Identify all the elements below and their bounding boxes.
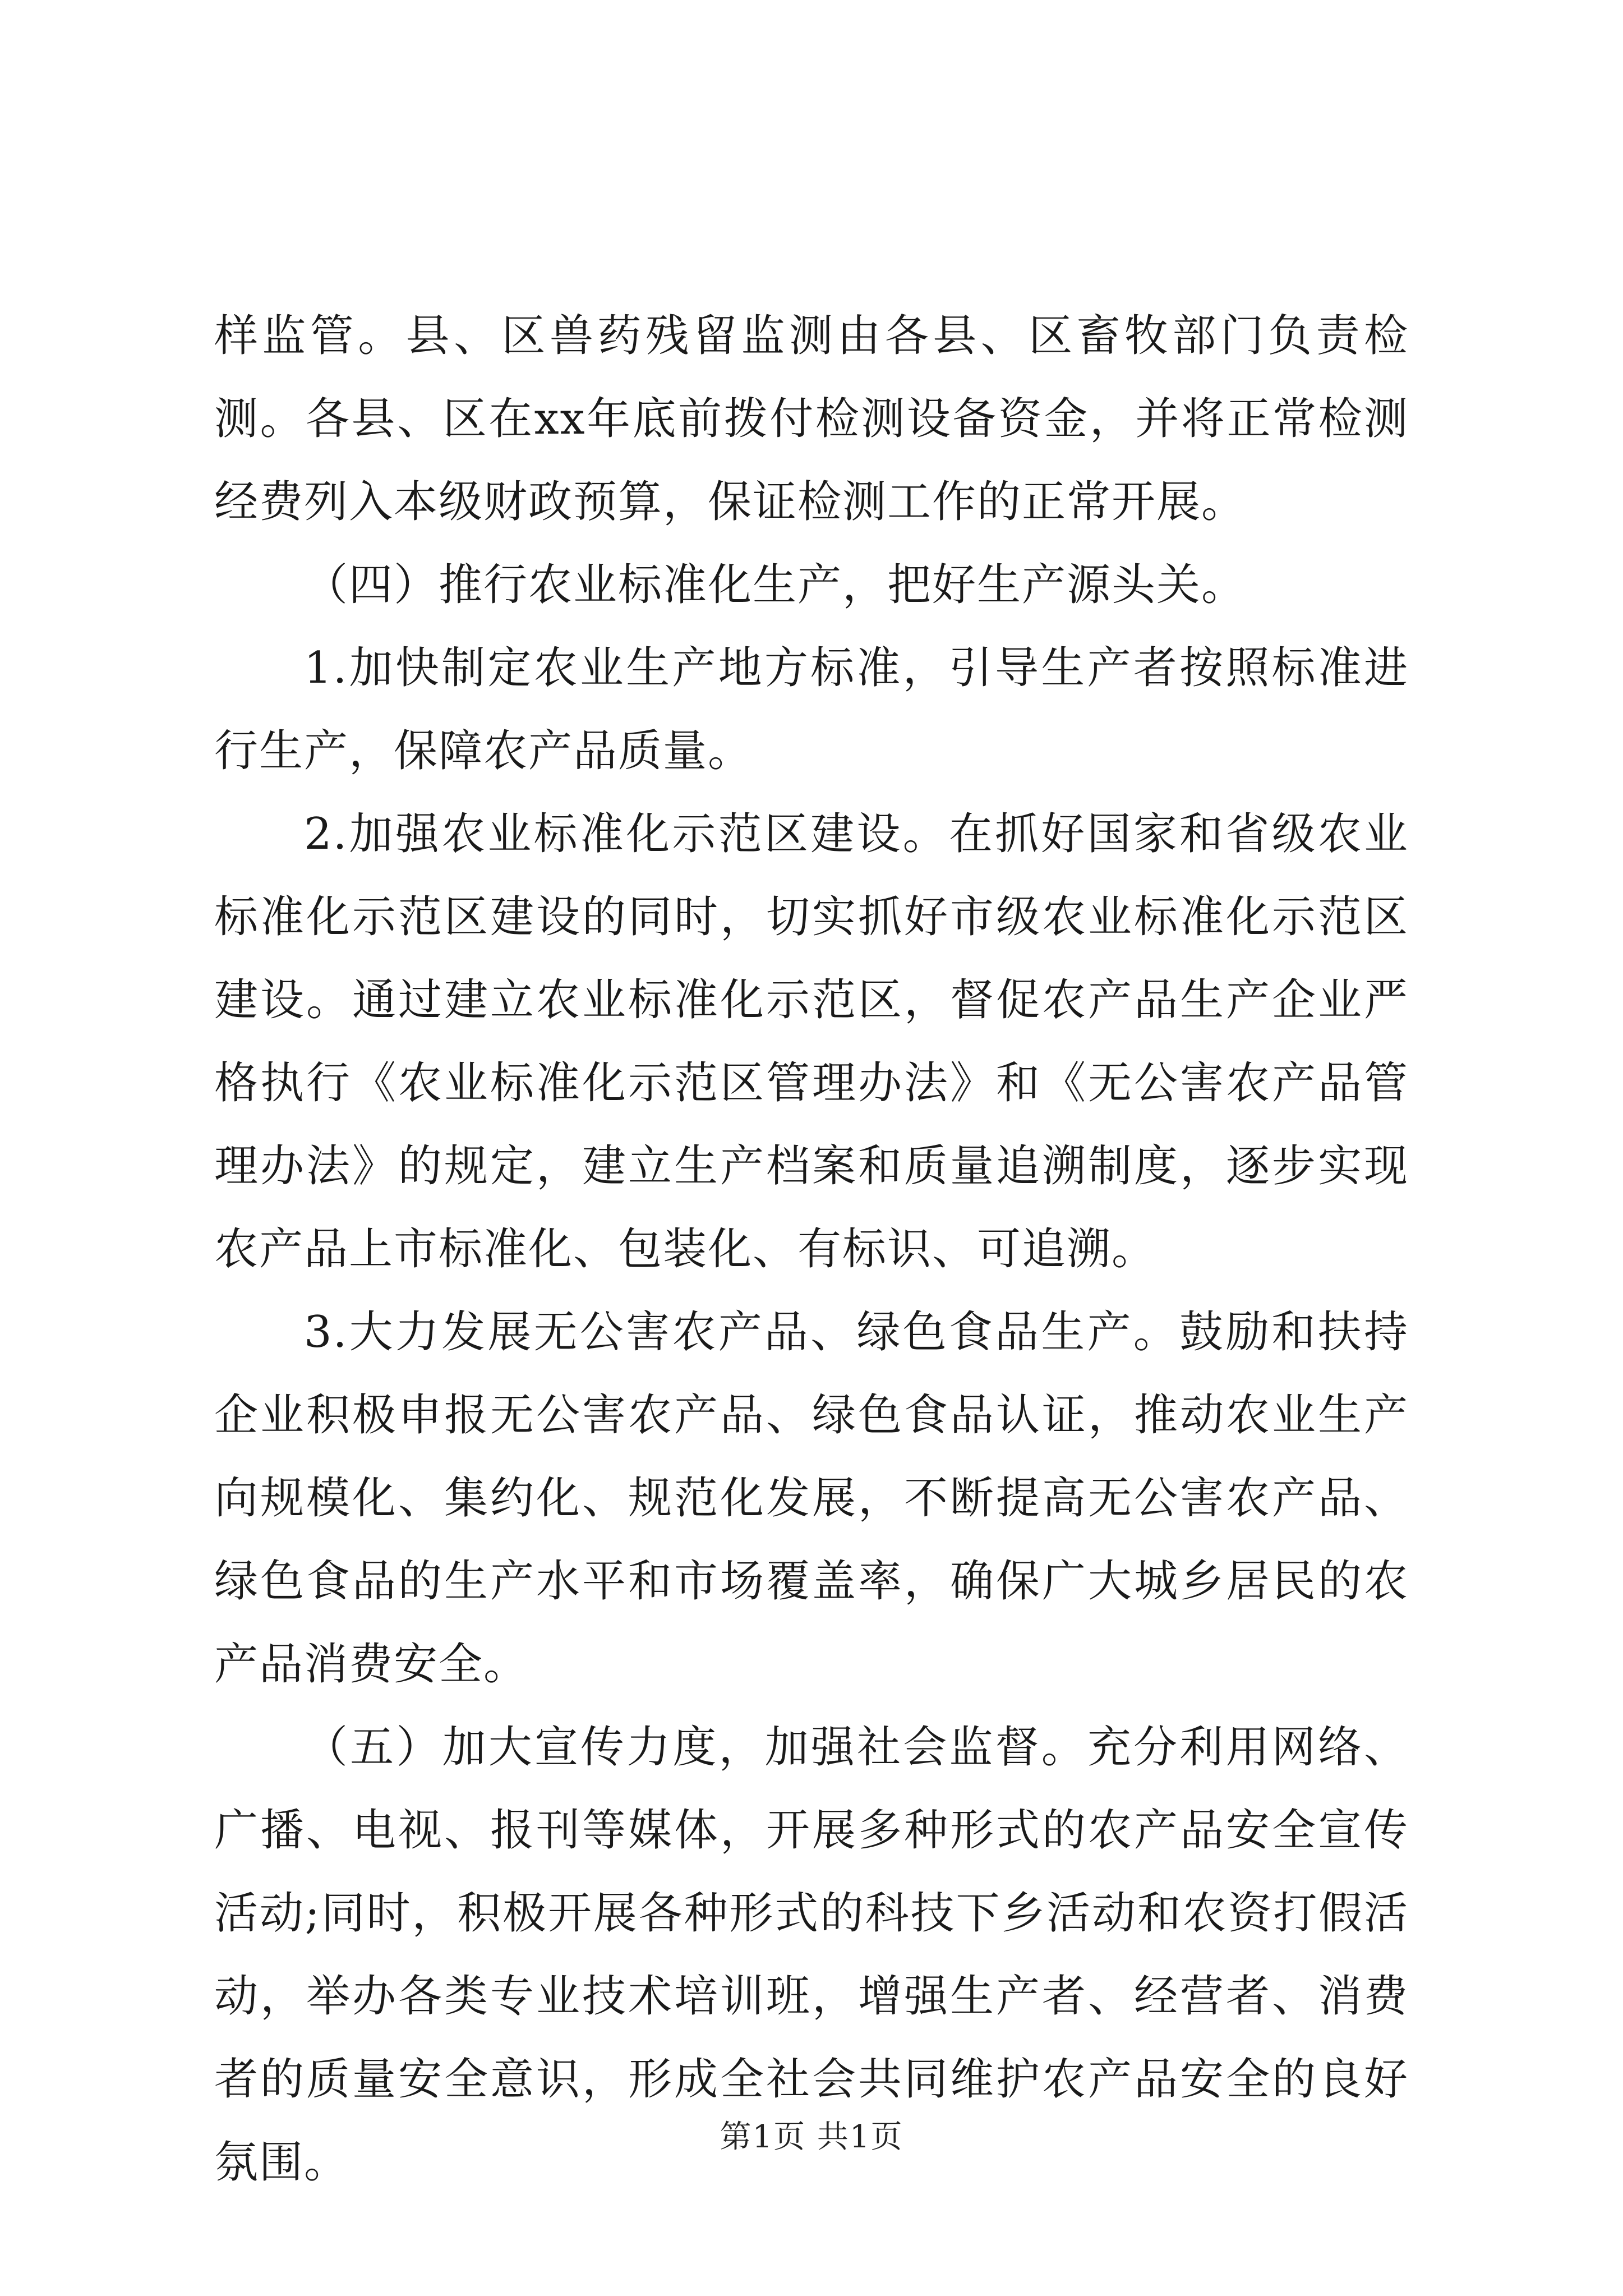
section-paragraph-5: （五）加大宣传力度，加强社会监督。充分利用网络、广播、电视、报刊等媒体，开展多种形式的农产品安全宣传活动;同时，积极开展各种形式的科技下乡活动和农资打假活动，举办各类专业技术培训班，增强生产者、经营者、消费者的质量安全意识，形成全社会共同维护农产品安全的良好氛围。 <box>214 1722 1409 2188</box>
section-heading-4: （四）推行农业标准化生产，把好生产源头关。 <box>304 560 1247 610</box>
document-body <box>214 295 1409 2204</box>
page-footer: 第1页 共1页 <box>720 2119 903 2155</box>
paragraph-item-2: 2.加强农业标准化示范区建设。在抓好国家和省级农业标准化示范区建设的同时，切实抓好市级农业标准化示范区建设。通过建立农业标准化示范区，督促农产品生产企业严格执行《农业标准化示范区管理办法》和《无公害农产品管理办法》的规定，建立生产档案和质量追溯制度，逐步实现农产品上市标准化、包装化、有标识、可追溯。 <box>214 809 1409 1274</box>
paragraph-continuation: 样监管。县、区兽药残留监测由各县、区畜牧部门负责检测。各县、区在xx年底前拨付检测设备资金，并将正常检测经费列入本级财政预算，保证检测工作的正常开展。 <box>214 311 1409 527</box>
paragraph-item-1: 1.加快制定农业生产地方标准，引导生产者按照标准进行生产，保障农产品质量。 <box>214 643 1409 776</box>
paragraph-item-3: 3.大力发展无公害农产品、绿色食品生产。鼓励和扶持企业积极申报无公害农产品、绿色食品认证，推动农业生产向规模化、集约化、规范化发展，不断提高无公害农产品、绿色食品的生产水平和市场覆盖率，确保广大城乡居民的农产品消费安全。 <box>214 1307 1409 1690</box>
